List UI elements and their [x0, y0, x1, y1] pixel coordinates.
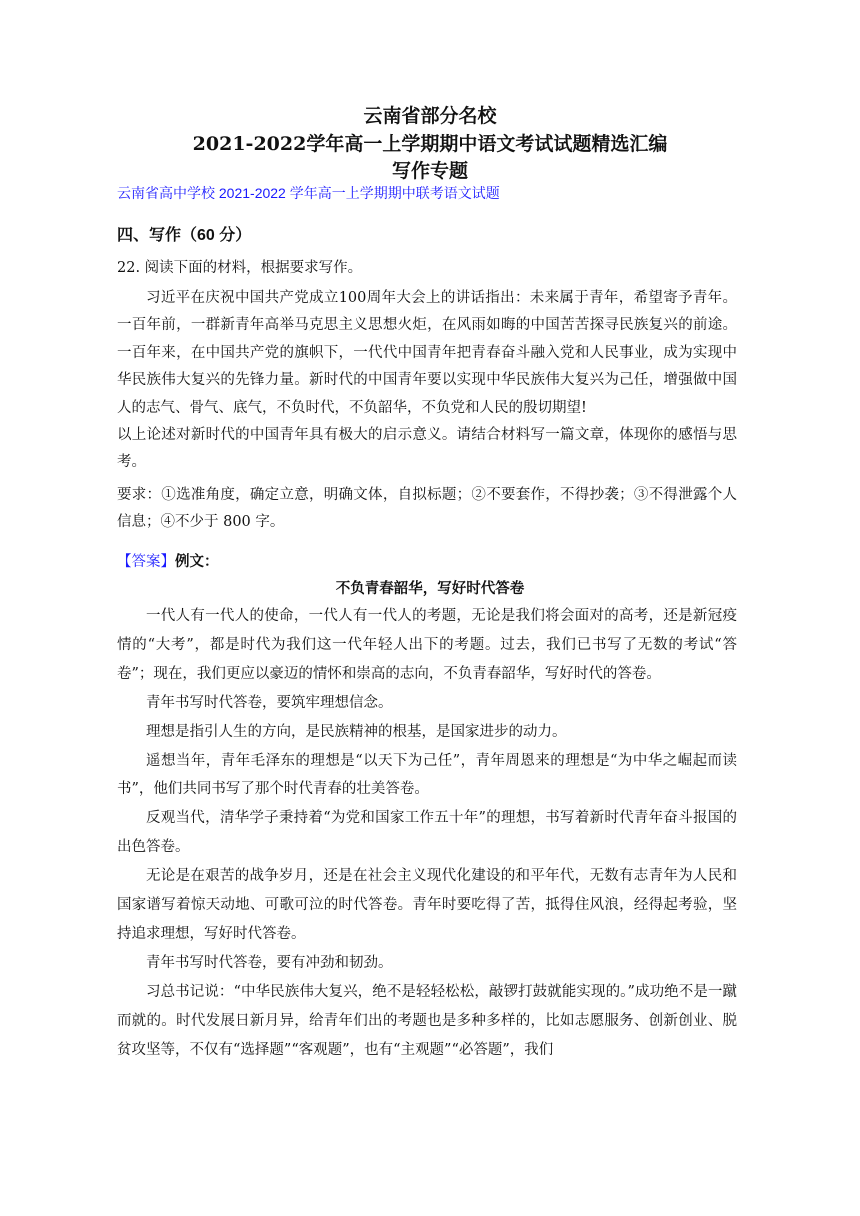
requirement-block: [117, 482, 737, 537]
essay-paragraph: 习总书记说：“中华民族伟大复兴，绝不是轻轻松松，敲锣打鼓就能实现的。”成功绝不是一蹴而就的。时代发展日新月异，给青年们出的考题也是多种多样的，比如志愿服务、创新创业、脱贫攻坚等，不仅有“选择题”“客观题”，也有“主观题”“必答题”，我们: [117, 983, 737, 1058]
material-block: [117, 285, 737, 477]
material-paragraph: 习近平在庆祝中国共产党成立100周年大会上的讲话指出：未来属于青年，希望寄予青年。一百年前，一群新青年高举马克思主义思想火炬，在风雨如晦的中国苦苦探寻民族复兴的前途。一百年来，在中国共产党的旗帜下，一代代中国青年把青春奋斗融入党和人民事业，成为实现中华民族伟大复兴的先锋力量。新时代的中国青年要以实现中华民族伟大复兴为己任，增强做中国人的志气、骨气、底气，不负时代，不负韶华，不负党和人民的殷切期望!: [117, 290, 737, 416]
essay-paragraph: 无论是在艰苦的战争岁月，还是在社会主义现代化建设的和平年代，无数有志青年为人民和国家谱写着惊天动地、可歌可泣的时代答卷。青年时要吃得了苦，抵得住风浪，经得起考验，坚持追求理想，写好时代答卷。: [117, 868, 737, 942]
answer-line: [117, 552, 219, 572]
requirement-text: 要求：①选准角度，确定立意，明确文体，自拟标题；②不要套作，不得抄袭；③不得泄露个人信息；④不少于 800 字。: [117, 487, 737, 531]
essay-body: [117, 602, 737, 1065]
doc-title-exam: 2021-2022学年高一上学期期中语文考试试题精选汇编: [192, 133, 668, 155]
doc-title-school: 云南省部分名校: [363, 105, 497, 127]
answer-tag: 【答案】: [117, 554, 175, 570]
doc-title-topic: 写作专题: [391, 160, 468, 182]
section-heading: 四、写作（60 分）: [117, 227, 252, 244]
answer-sample-label: 例文：: [175, 553, 219, 570]
essay-paragraph: 理想是指引人生的方向，是民族精神的根基，是国家进步的动力。: [146, 723, 567, 740]
essay-paragraph: 青年书写时代答卷，要筑牢理想信念。: [146, 694, 393, 711]
essay-paragraph: 反观当代，清华学子秉持着“为党和国家工作五十年”的理想，书写着新时代青年奋斗报国的出色答卷。: [117, 810, 737, 856]
essay-title: 不负青春韶华，写好时代答卷: [335, 580, 525, 597]
essay-paragraph: 一代人有一代人的使命，一代人有一代人的考题，无论是我们将会面对的高考，还是新冠疫情的“大考”，都是时代为我们这一代年轻人出下的考题。过去，我们已书写了无数的考试“答卷”；现在，我们更应以豪迈的情怀和崇高的志向，不负青春韶华，写好时代的答卷。: [117, 608, 737, 682]
essay-paragraph: 遥想当年，青年毛泽东的理想是“以天下为己任”，青年周恩来的理想是“为中华之崛起而读书”，他们共同书写了那个时代青春的壮美答卷。: [117, 752, 737, 798]
essay-paragraph: 青年书写时代答卷，要有冲劲和韧劲。: [146, 954, 393, 971]
material-paragraph: 以上论述对新时代的中国青年具有极大的启示意义。请结合材料写一篇文章，体现你的感悟与思考。: [117, 427, 737, 471]
source-link[interactable]: 云南省高中学校 2021-2022 学年高一上学期期中联考语文试题: [117, 185, 500, 201]
question-intro: 22. 阅读下面的材料，根据要求写作。: [117, 260, 363, 276]
